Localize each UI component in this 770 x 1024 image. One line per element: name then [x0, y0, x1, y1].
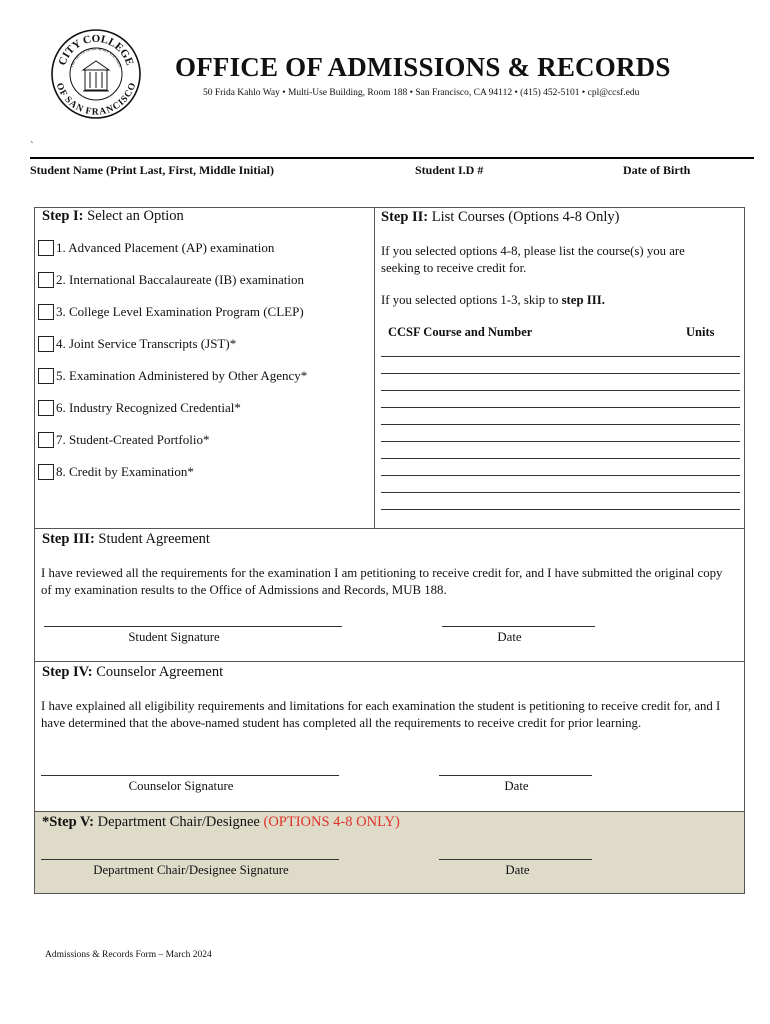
student-id-label: Student I.D # — [415, 163, 484, 177]
ccsf-seal-icon — [50, 28, 142, 120]
student-signature-line[interactable] — [44, 626, 342, 627]
units-column-header: Units — [686, 325, 715, 339]
step2-instruction-1: If you selected options 4-8, please list the course(s) you are seeking to receive credit for. — [381, 244, 685, 275]
step5-title: Department Chair/Designee — [93, 814, 264, 830]
page-title: OFFICE OF ADMISSIONS & RECORDS — [175, 52, 671, 82]
step3-label: Step III: — [42, 531, 95, 547]
step4-title: Counselor Agreement — [92, 664, 224, 680]
student-info-line — [30, 157, 754, 159]
option-8-checkbox[interactable] — [38, 464, 54, 480]
option-3-checkbox[interactable] — [38, 304, 54, 320]
counselor-agreement-text: I have explained all eligibility requirements and limitations for each examination the student is petitioning to receive credit for, and I have determined that the above-named student has completed all the requirements to receive credit for prior learning. — [41, 699, 721, 730]
option-4[interactable] — [38, 334, 236, 354]
student-agreement-text: I have reviewed all the requirements for the examination I am petitioning to receive credit for, and I have submitted the original copy of my examination results to the Office of Admissions and Records, MUB 188. — [41, 566, 723, 597]
step5-note: (OPTIONS 4-8 ONLY) — [263, 814, 400, 830]
chair-signature-label: Department Chair/Designee Signature — [93, 863, 289, 877]
option-7-label: 7. Student-Created Portfolio* — [56, 432, 210, 447]
option-2-label: 2. International Baccalaureate (IB) examination — [56, 272, 304, 287]
option-3[interactable] — [38, 302, 304, 322]
option-6-label: 6. Industry Recognized Credential* — [56, 400, 241, 415]
student-name-label: Student Name (Print Last, First, Middle Initial) — [30, 163, 274, 177]
step2-heading — [381, 209, 619, 226]
step2-title: List Courses (Options 4-8 Only) — [428, 209, 620, 225]
step5-divider — [34, 811, 745, 812]
option-1-label: 1. Advanced Placement (AP) examination — [56, 240, 275, 255]
step4-label: Step IV: — [42, 664, 93, 680]
option-6-checkbox[interactable] — [38, 400, 54, 416]
option-7[interactable] — [38, 430, 209, 450]
student-date-label: Date — [497, 630, 522, 644]
course-line[interactable] — [381, 424, 740, 425]
step3-heading — [42, 531, 210, 548]
step1-heading — [42, 208, 184, 225]
course-line[interactable] — [381, 390, 740, 391]
step1-title: Select an Option — [83, 208, 184, 224]
option-5[interactable] — [38, 366, 307, 386]
counselor-date-label: Date — [504, 779, 529, 793]
option-1-checkbox[interactable] — [38, 240, 54, 256]
option-2[interactable] — [38, 270, 304, 290]
dob-label: Date of Birth — [623, 163, 691, 177]
counselor-signature-line[interactable] — [41, 775, 339, 776]
option-8[interactable] — [38, 462, 194, 482]
step4-heading — [42, 664, 223, 681]
option-7-checkbox[interactable] — [38, 432, 54, 448]
option-4-label: 4. Joint Service Transcripts (JST)* — [56, 336, 237, 351]
seal-top-text: CITY COLLEGE — [56, 32, 136, 68]
option-6[interactable] — [38, 398, 241, 418]
step5-heading — [42, 814, 400, 831]
option-1[interactable] — [38, 238, 274, 258]
student-date-line[interactable] — [442, 626, 595, 627]
stray-mark: ` — [30, 140, 34, 152]
course-line[interactable] — [381, 509, 740, 510]
student-signature-label: Student Signature — [128, 630, 220, 644]
form-footer: Admissions & Records Form – March 2024 — [45, 950, 212, 960]
counselor-date-line[interactable] — [439, 775, 592, 776]
chair-date-line[interactable] — [439, 859, 592, 860]
step3-title: Student Agreement — [94, 531, 210, 547]
course-line[interactable] — [381, 441, 740, 442]
seal-motto-text: THE TRUTH SHALL MAKE YOU FREE — [69, 46, 123, 69]
course-line[interactable] — [381, 492, 740, 493]
step2-label: Step II: — [381, 209, 429, 225]
step3-divider — [34, 528, 745, 529]
chair-signature-line[interactable] — [41, 859, 339, 860]
office-address: 50 Frida Kahlo Way • Multi-Use Building, Room 188 • San Francisco, CA 94112 • (415) 452-5101 • cpl@ccsf.edu — [203, 88, 640, 98]
option-5-checkbox[interactable] — [38, 368, 54, 384]
step4-divider — [34, 661, 745, 662]
option-3-label: 3. College Level Examination Program (CLEP) — [56, 304, 304, 319]
option-8-label: 8. Credit by Examination* — [56, 464, 194, 479]
course-line[interactable] — [381, 458, 740, 459]
course-line[interactable] — [381, 373, 740, 374]
counselor-signature-label: Counselor Signature — [128, 779, 234, 793]
step2-instruction-2-bold: step III. — [561, 293, 605, 307]
option-4-checkbox[interactable] — [38, 336, 54, 352]
option-2-checkbox[interactable] — [38, 272, 54, 288]
option-5-label: 5. Examination Administered by Other Agency* — [56, 368, 308, 383]
step1-step2-divider — [374, 207, 375, 529]
step2-instruction-2 — [381, 292, 726, 309]
course-line[interactable] — [381, 356, 740, 357]
step2-instruction-2-text: If you selected options 1-3, skip to — [381, 293, 562, 307]
course-column-header: CCSF Course and Number — [388, 325, 533, 339]
chair-date-label: Date — [505, 863, 530, 877]
step1-label: Step I: — [42, 208, 84, 224]
course-line[interactable] — [381, 475, 740, 476]
step5-label: *Step V: — [42, 814, 94, 830]
seal-bottom-text: OF SAN FRANCISCO — [53, 81, 139, 118]
course-line[interactable] — [381, 407, 740, 408]
